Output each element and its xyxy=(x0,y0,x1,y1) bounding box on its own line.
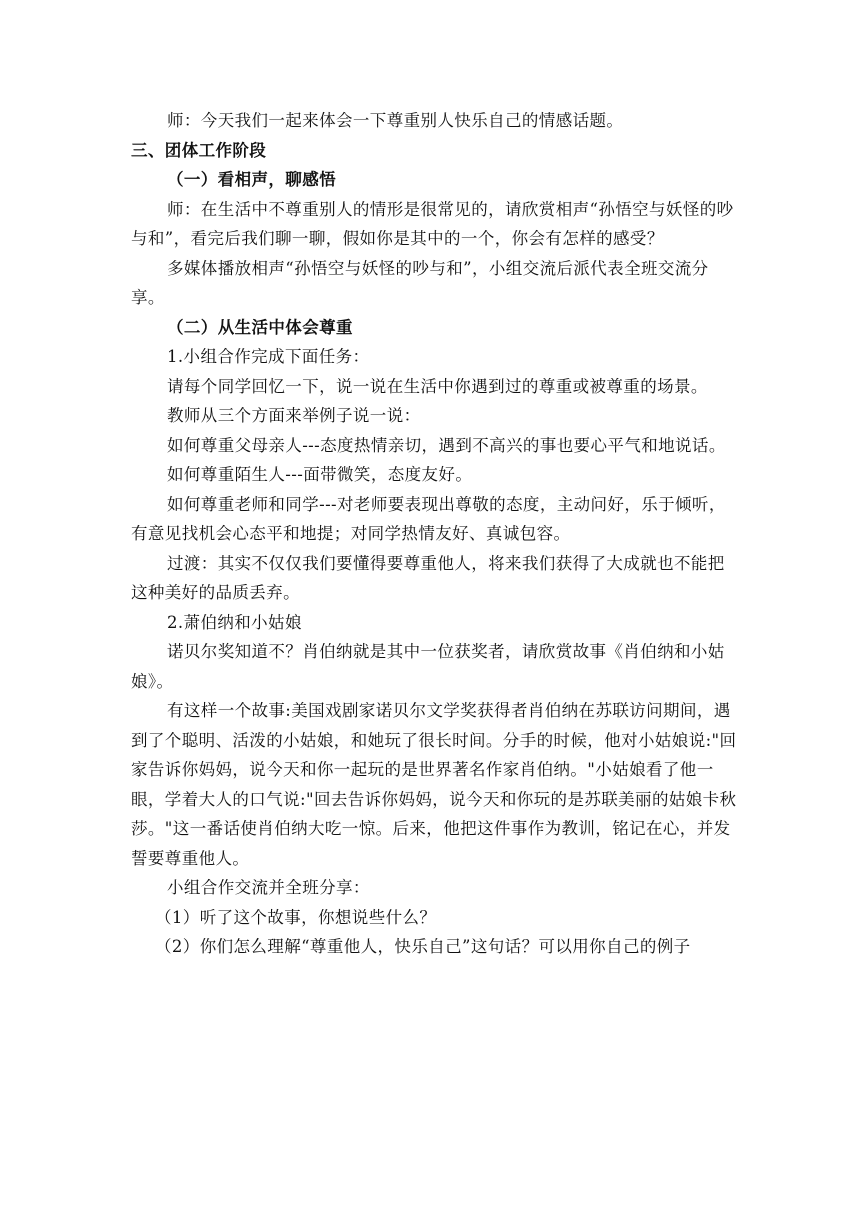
crosstalk-intro-paragraph: 师：在生活中不尊重别人的情形是很常见的，请欣赏相声“孙悟空与妖怪的吵与和”，看完后我们聊一聊，假如你是其中的一个，你会有怎样的感受？ xyxy=(131,199,734,248)
teacher-intro-paragraph: 师：今天我们一起来体会一下尊重别人快乐自己的情感话题。 xyxy=(167,111,624,130)
examples-intro-paragraph: 教师从三个方面来举例子说一说： xyxy=(167,406,421,425)
respect-teachers-paragraph: 如何尊重老师和同学---对老师要表现出尊敬的态度，主动问好，乐于倾听，有意见找机会心态平和地提；对同学热情友好、真诚包容。 xyxy=(131,494,726,543)
document-body xyxy=(131,106,737,962)
task-two-title: 2.萧伯纳和小姑娘 xyxy=(167,612,302,632)
group-share-paragraph: 小组合作交流并全班分享： xyxy=(167,878,370,897)
respect-parents-paragraph: 如何尊重父母亲人---态度热情亲切，遇到不高兴的事也要心平气和地说话。 xyxy=(167,435,726,455)
task-one-title: 1.小组合作完成下面任务： xyxy=(167,347,370,366)
subsection-heading-respect-life: （二）从生活中体会尊重 xyxy=(167,317,353,337)
transition-paragraph: 过渡：其实不仅仅我们要懂得要尊重他人，将来我们获得了大成就也不能把这种美好的品质丢弃。 xyxy=(131,553,725,602)
story-paragraph: 有这样一个故事:美国戏剧家诺贝尔文学奖获得者肖伯纳在苏联访问期间，遇到了个聪明、活泼的小姑娘，和她玩了很长时间。分手的时候，他对小姑娘说:"回家告诉你妈妈，说今天和你一起玩的是世界著名作家肖伯纳。"小姑娘看了他一眼，学着大人的口气说:"回去告诉你妈妈，说今天和你玩的是苏联美丽的姑娘卡秋莎。"这一番话使肖伯纳大吃一惊。后来，他把这件事作为教训，铭记在心，并发誓要尊重他人。 xyxy=(131,701,737,868)
question-two: （2）你们怎么理解“尊重他人，快乐自己”这句话？可以用你自己的例子 xyxy=(155,937,691,956)
question-one: （1）听了这个故事，你想说些什么？ xyxy=(155,907,437,927)
respect-strangers-paragraph: 如何尊重陌生人---面带微笑，态度友好。 xyxy=(167,465,473,484)
section-heading-group-work: 三、团体工作阶段 xyxy=(131,140,267,160)
subsection-heading-crosstalk: （一）看相声，聊感悟 xyxy=(167,170,336,189)
recall-paragraph: 请每个同学回忆一下，说一说在生活中你遇到过的尊重或被尊重的场景。 xyxy=(167,376,708,396)
multimedia-paragraph: 多媒体播放相声“孙悟空与妖怪的吵与和”，小组交流后派代表全班交流分享。 xyxy=(131,258,709,307)
nobel-intro-paragraph: 诺贝尔奖知道不？肖伯纳就是其中一位获奖者，请欣赏故事《肖伯纳和小姑娘》。 xyxy=(131,642,725,691)
